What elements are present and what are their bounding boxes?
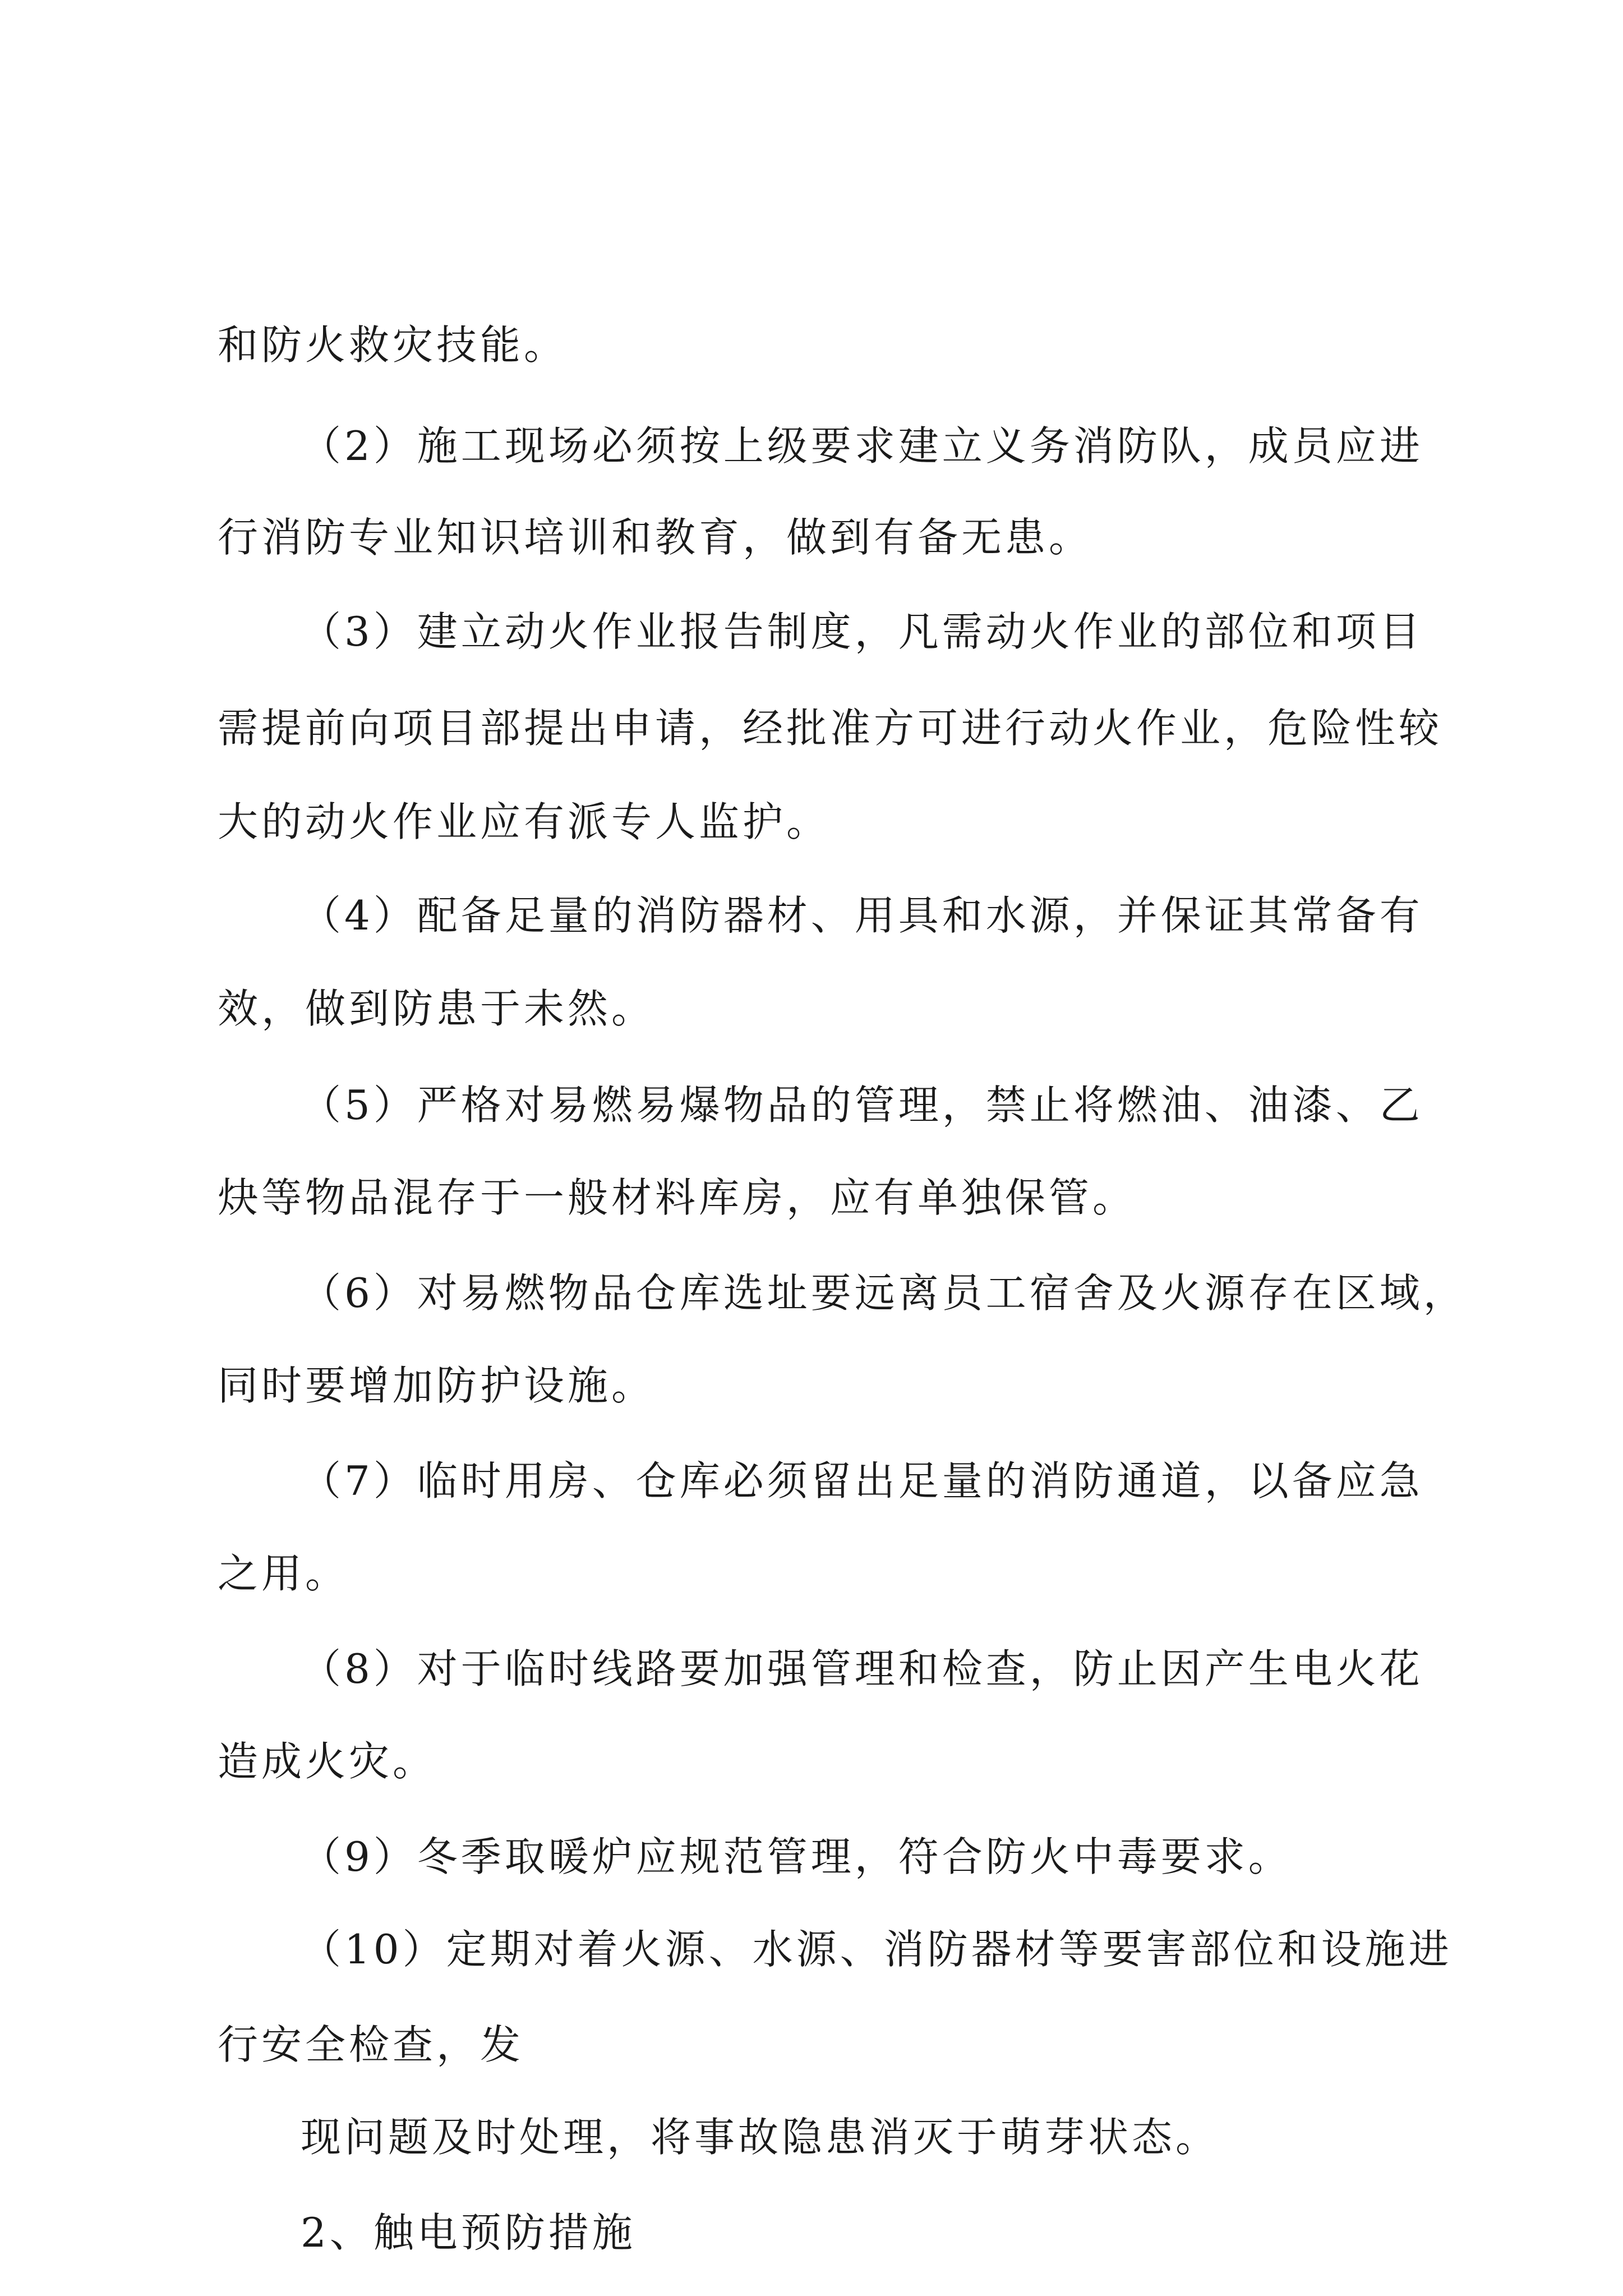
- text-line: 行消防专业知识培训和教育，做到有备无患。: [218, 514, 1093, 561]
- text-line: （4）配备足量的消防器材、用具和水源，并保证其常备有: [301, 892, 1423, 939]
- text-line: （2）施工现场必须按上级要求建立义务消防队，成员应进: [301, 422, 1423, 470]
- text-line: 2、触电预防措施: [301, 2209, 636, 2256]
- text-line: 效，做到防患于未然。: [218, 985, 656, 1032]
- text-line: （5）严格对易燃易爆物品的管理，禁止将燃油、油漆、乙: [301, 1082, 1423, 1129]
- text-line: （8）对于临时线路要加强管理和检查，防止因产生电火花: [301, 1645, 1423, 1692]
- text-line: 炔等物品混存于一般材料库房，应有单独保管。: [218, 1174, 1137, 1221]
- text-line: （7）临时用房、仓库必须留出足量的消防通道，以备应急: [301, 1457, 1423, 1504]
- text-line: 大的动火作业应有派专人监护。: [218, 798, 831, 845]
- text-line: 之用。: [218, 1550, 349, 1597]
- text-line: （10）定期对着火源、水源、消防器材等要害部位和设施进: [301, 1926, 1453, 1973]
- text-line: 行安全检查，发: [218, 2021, 524, 2068]
- text-line: （3）建立动火作业报告制度，凡需动火作业的部位和项目: [301, 608, 1423, 655]
- text-line: 现问题及时处理，将事故隐患消灭于萌芽状态。: [301, 2114, 1220, 2161]
- text-line: 造成火灾。: [218, 1738, 437, 1785]
- text-line: 和防火救灾技能。: [218, 321, 568, 369]
- text-line: （9）冬季取暖炉应规范管理，符合防火中毒要求。: [301, 1833, 1292, 1880]
- text-line: 需提前向项目部提出申请，经批准方可进行动火作业，危险性较: [218, 705, 1443, 752]
- text-line: 同时要增加防护设施。: [218, 1362, 656, 1409]
- text-line: （6）对易燃物品仓库选址要远离员工宿舍及火源存在区域，: [301, 1269, 1467, 1317]
